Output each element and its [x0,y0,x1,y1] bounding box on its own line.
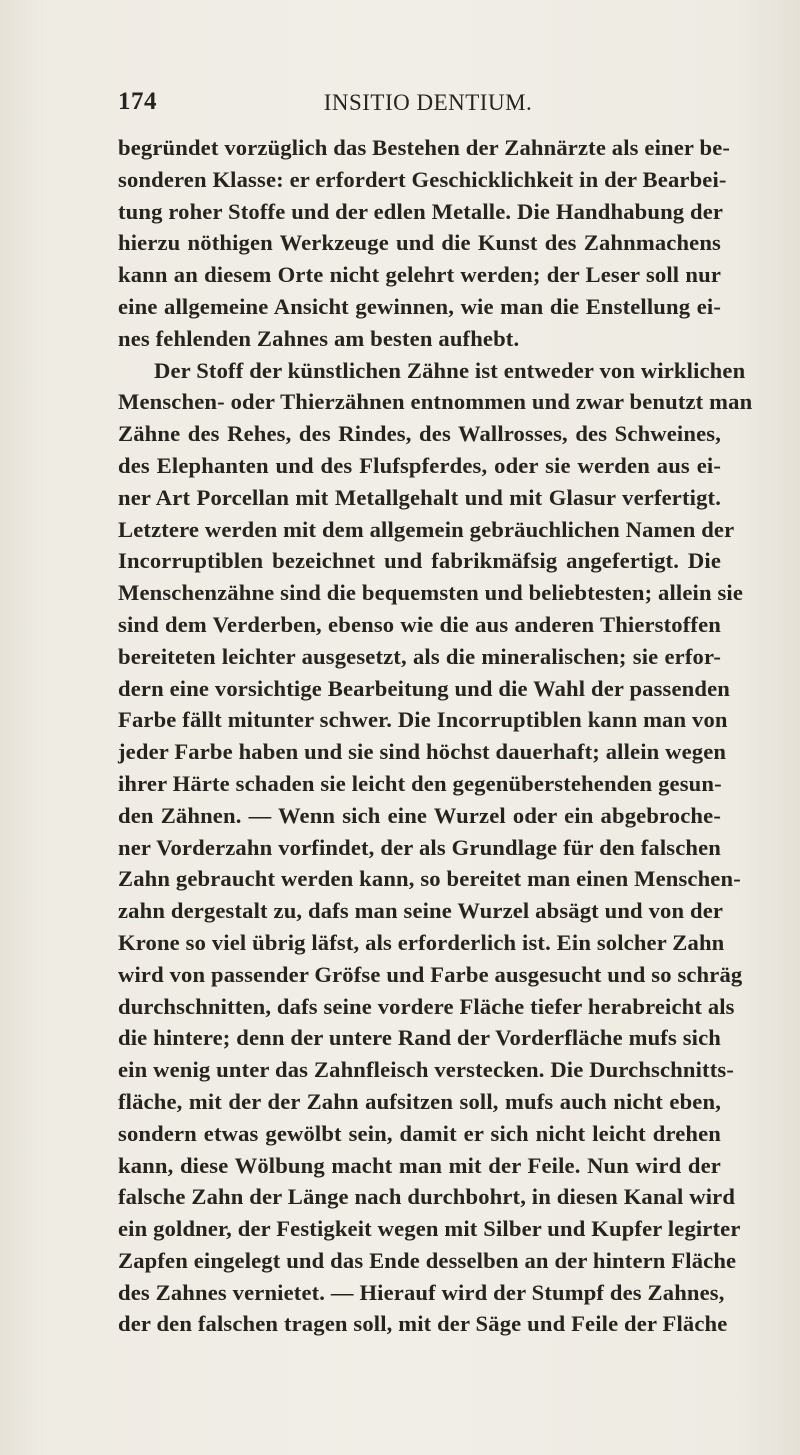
text-line: kann, diese Wölbung macht man mit der Feile. Nun wird der [118,1152,721,1178]
text-line: zahn dergestalt zu, dafs man seine Wurzel absägt und von der [118,898,724,924]
text-line: jeder Farbe haben und sie sind höchst dauerhaft; allein wegen [118,739,727,765]
text-line: ein goldner, der Festigkeit wegen mit Silber und Kupfer legirter [118,1216,741,1242]
text-line: wird von passender Gröfse und Farbe ausgesucht und so schräg [118,961,743,987]
text-line: des Zahnes vernietet. — Hierauf wird der Stumpf des Zahnes, [118,1279,725,1305]
text-line: ner Vorderzahn vorfindet, der als Grundlage für den falschen [118,834,721,860]
text-line: fläche, mit der der Zahn aufsitzen soll, mufs auch nicht eben, [118,1088,721,1114]
text-line: Menschenzähne sind die bequemsten und beliebtesten; allein sie [118,580,744,606]
text-line: begründet vorzüglich das Bestehen der Zahnärzte als einer be- [118,135,731,160]
text-line: den Zähnen. — Wenn sich eine Wurzel oder ein abgebroche- [118,802,721,828]
running-title: INSITIO DENTIUM. [323,90,533,115]
text-line: ner Art Porcellan mit Metallgehalt und mit Glasur verfertigt. [118,484,721,510]
text-line: ihrer Härte schaden sie leicht den gegenüberstehenden gesun- [118,770,722,796]
text-line: hierzu nöthigen Werkzeuge und die Kunst des Zahnmachens [118,230,721,256]
text-line: sonderen Klasse: er erfordert Geschicklichkeit in der Bearbei- [118,166,727,192]
body-text [118,132,753,1340]
text-line: Letztere werden mit dem allgemein gebräuchlichen Namen der [118,516,735,542]
text-line: sind dem Verderben, ebenso wie die aus anderen Thierstoffen [118,611,721,637]
text-line: ein wenig unter das Zahnfleisch verstecken. Die Durchschnitts- [118,1057,734,1083]
text-line: Krone so viel übrig läfst, als erforderlich ist. Ein solcher Zahn [118,929,725,955]
text-line: der den falschen tragen soll, mit der Säge und Feile der Fläche [118,1311,728,1337]
text-line: die hintere; denn der untere Rand der Vorderfläche mufs sich [118,1025,721,1051]
text-line: dern eine vorsichtige Bearbeitung und die Wahl der passenden [118,675,730,701]
text-line: Zapfen eingelegt und das Ende desselben an der hintern Fläche [118,1247,737,1273]
text-line: sondern etwas gewölbt sein, damit er sich nicht leicht drehen [118,1120,721,1146]
text-line: Menschen- oder Thierzähnen entnommen und zwar benutzt man [118,389,753,415]
text-line: kann an diesem Orte nicht gelehrt werden; der Leser soll nur [118,262,721,288]
text-line: des Elephanten und des Flufspferdes, oder sie werden aus ei- [118,452,721,478]
page-number: 174 [118,88,157,115]
text-line: tung roher Stoffe und der edlen Metalle. Die Handhabung der [118,198,724,224]
text-line: Farbe fällt mitunter schwer. Die Incorruptiblen kann man von [118,707,728,733]
text-line: eine allgemeine Ansicht gewinnen, wie man die Enstellung ei- [118,293,721,319]
text-line: Incorruptiblen bezeichnet und fabrikmäfsig angefertigt. Die [118,548,721,574]
text-line: nes fehlenden Zahnes am besten aufhebt. [118,325,520,351]
text-line: falsche Zahn der Länge nach durchbohrt, in diesen Kanal wird [118,1184,736,1210]
text-line: Zähne des Rehes, des Rindes, des Wallrosses, des Schweines, [118,421,721,447]
text-line: Zahn gebraucht werden kann, so bereitet man einen Menschen- [118,866,741,892]
page-header [118,88,718,118]
text-line: Der Stoff der künstlichen Zähne ist entweder von wirklichen [154,357,746,383]
text-line: bereiteten leichter ausgesetzt, als die mineralischen; sie erfor- [118,643,721,669]
text-line: durchschnitten, dafs seine vordere Fläche tiefer herabreicht als [118,993,735,1019]
